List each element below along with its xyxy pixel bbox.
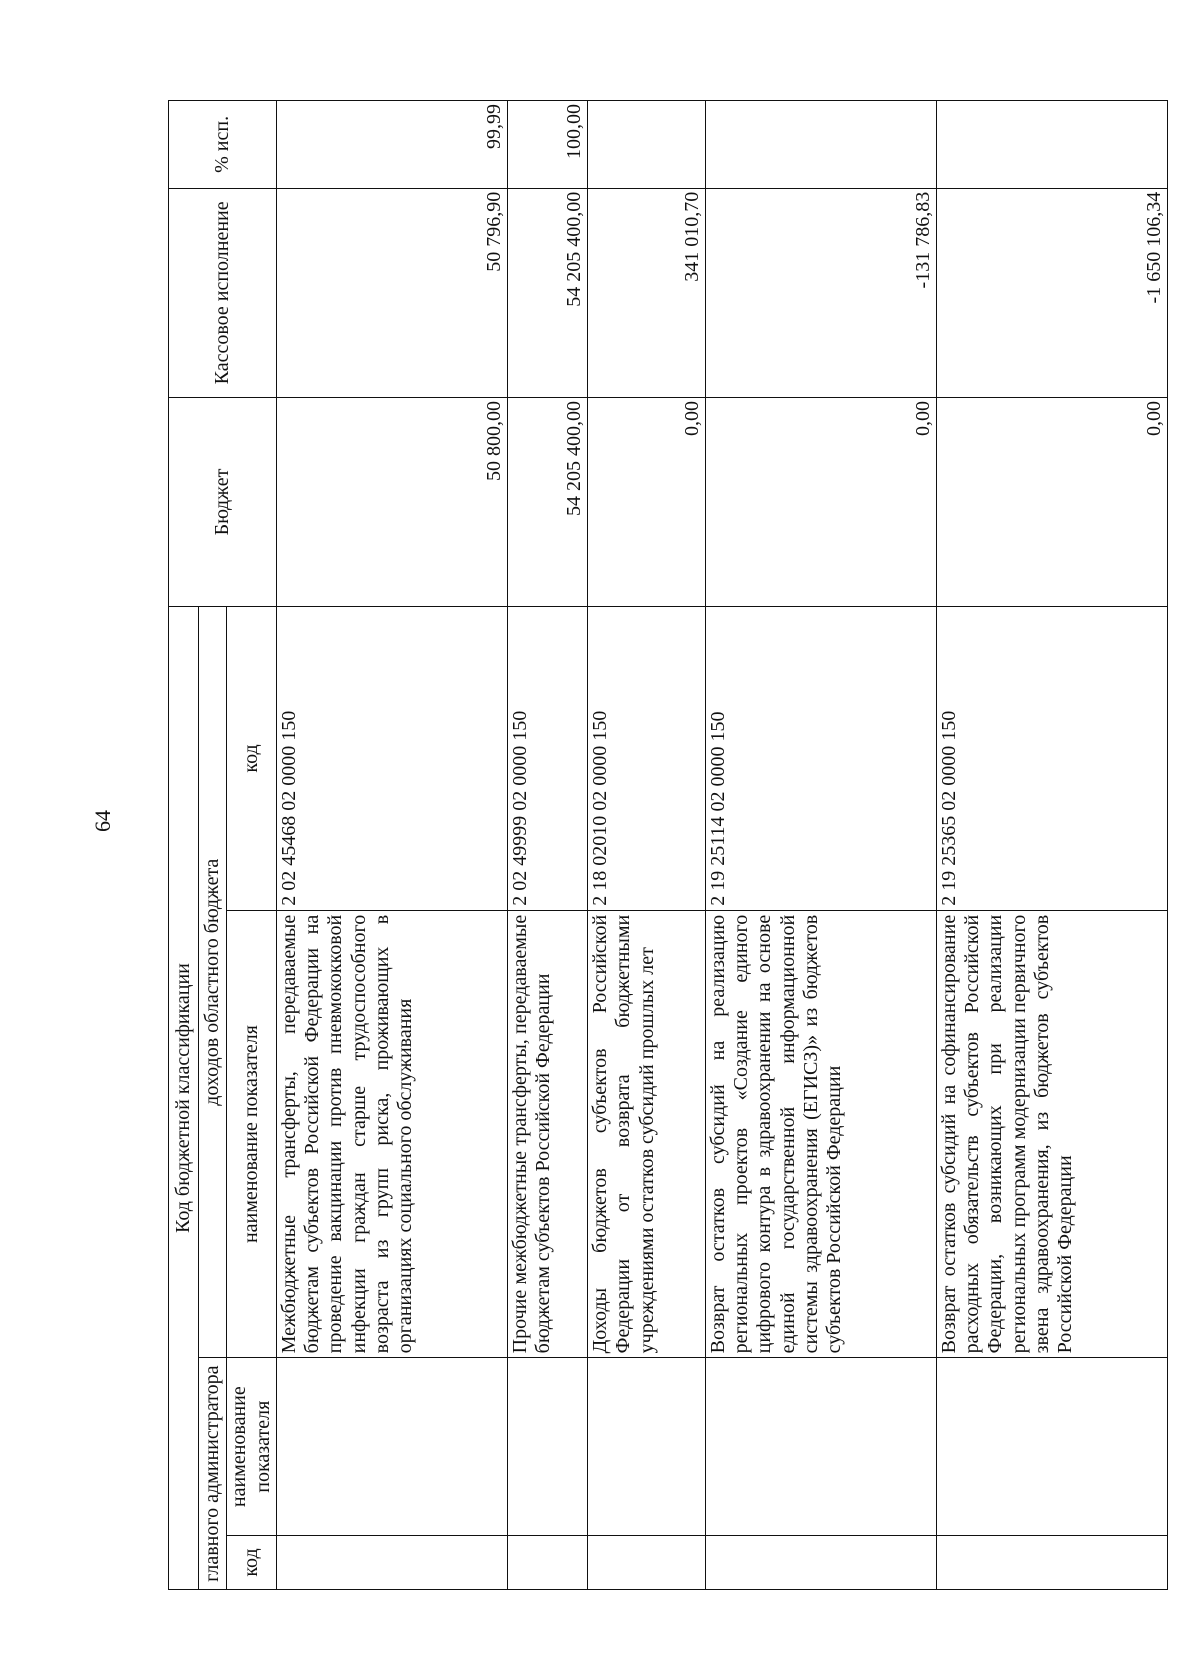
admin-code-cell [277, 1536, 508, 1590]
income-code-cell: 2 19 25114 02 0000 150 [706, 607, 937, 911]
admin-name-cell [588, 1358, 706, 1536]
budget-cell: 54 205 400,00 [507, 397, 587, 606]
income-code-cell: 2 02 49999 02 0000 150 [507, 607, 587, 911]
budget-cell: 0,00 [706, 397, 937, 606]
indicator-name-cell: Возврат остатков субсидий на софинансирование расходных обязательств субъектов Российской Федерации, возникающих при реализации региональных программ модернизации первичного звена здравоохранения, из бюджетов субъектов Российской Федерации [937, 910, 1168, 1358]
income-name-header: наименование показателя [227, 910, 277, 1358]
budget-cell: 0,00 [937, 397, 1168, 606]
page-number: 64 [90, 810, 115, 832]
execution-cell: 341 010,70 [588, 188, 706, 397]
classification-header: Код бюджетной классификации [169, 607, 199, 1590]
admin-code-cell [507, 1536, 587, 1590]
indicator-name-cell: Возврат остатков субсидий на реализацию региональных проектов «Создание единого цифрового контура в здравоохранении на основе единой государственной информационной системы здравоохранения (ЕГИСЗ)» из бюджетов субъектов Российской Федерации [706, 910, 937, 1358]
indicator-name-cell: Прочие межбюджетные трансферты, передаваемые бюджетам субъектов Российской Федерации [507, 910, 587, 1358]
percent-cell [937, 101, 1168, 189]
admin-name-cell [937, 1358, 1168, 1536]
admin-name-header: наименование показателя [227, 1358, 277, 1536]
income-code-header: код [227, 607, 277, 911]
admin-name-cell [507, 1358, 587, 1536]
budget-header: Бюджет [169, 397, 277, 606]
admin-code-cell [706, 1536, 937, 1590]
budget-table [168, 100, 1168, 1590]
budget-cell: 0,00 [588, 397, 706, 606]
percent-cell: 99,99 [277, 101, 508, 189]
execution-cell: 50 796,90 [277, 188, 508, 397]
admin-code-cell [937, 1536, 1168, 1590]
percent-header: % исп. [169, 101, 277, 189]
execution-cell: 54 205 400,00 [507, 188, 587, 397]
table-row [706, 101, 937, 1590]
table-row [277, 101, 508, 1590]
indicator-name-cell: Доходы бюджетов субъектов Российской Федерации от возврата бюджетными учреждениями остатков субсидий прошлых лет [588, 910, 706, 1358]
admin-code-cell [588, 1536, 706, 1590]
budget-table-rotated [168, 100, 1168, 1590]
income-header: доходов областного бюджета [199, 607, 227, 1358]
indicator-name-cell: Межбюджетные трансферты, передаваемые бюджетам субъектов Российской Федерации на проведение вакцинации против пневмококковой инфекции граждан старше трудоспособного возраста из групп риска, проживающих в организациях социального обслуживания [277, 910, 508, 1358]
execution-cell: -131 786,83 [706, 188, 937, 397]
table-row [507, 101, 587, 1590]
admin-name-cell [706, 1358, 937, 1536]
percent-cell [706, 101, 937, 189]
income-code-cell: 2 02 45468 02 0000 150 [277, 607, 508, 911]
admin-code-header: код [227, 1536, 277, 1590]
execution-cell: -1 650 106,34 [937, 188, 1168, 397]
table-row [588, 101, 706, 1590]
admin-name-cell [277, 1358, 508, 1536]
income-code-cell: 2 19 25365 02 0000 150 [937, 607, 1168, 911]
table-row [937, 101, 1168, 1590]
execution-header: Кассовое исполнение [169, 188, 277, 397]
income-code-cell: 2 18 02010 02 0000 150 [588, 607, 706, 911]
budget-cell: 50 800,00 [277, 397, 508, 606]
percent-cell [588, 101, 706, 189]
main-admin-header: главного администратора [199, 1358, 227, 1590]
percent-cell: 100,00 [507, 101, 587, 189]
